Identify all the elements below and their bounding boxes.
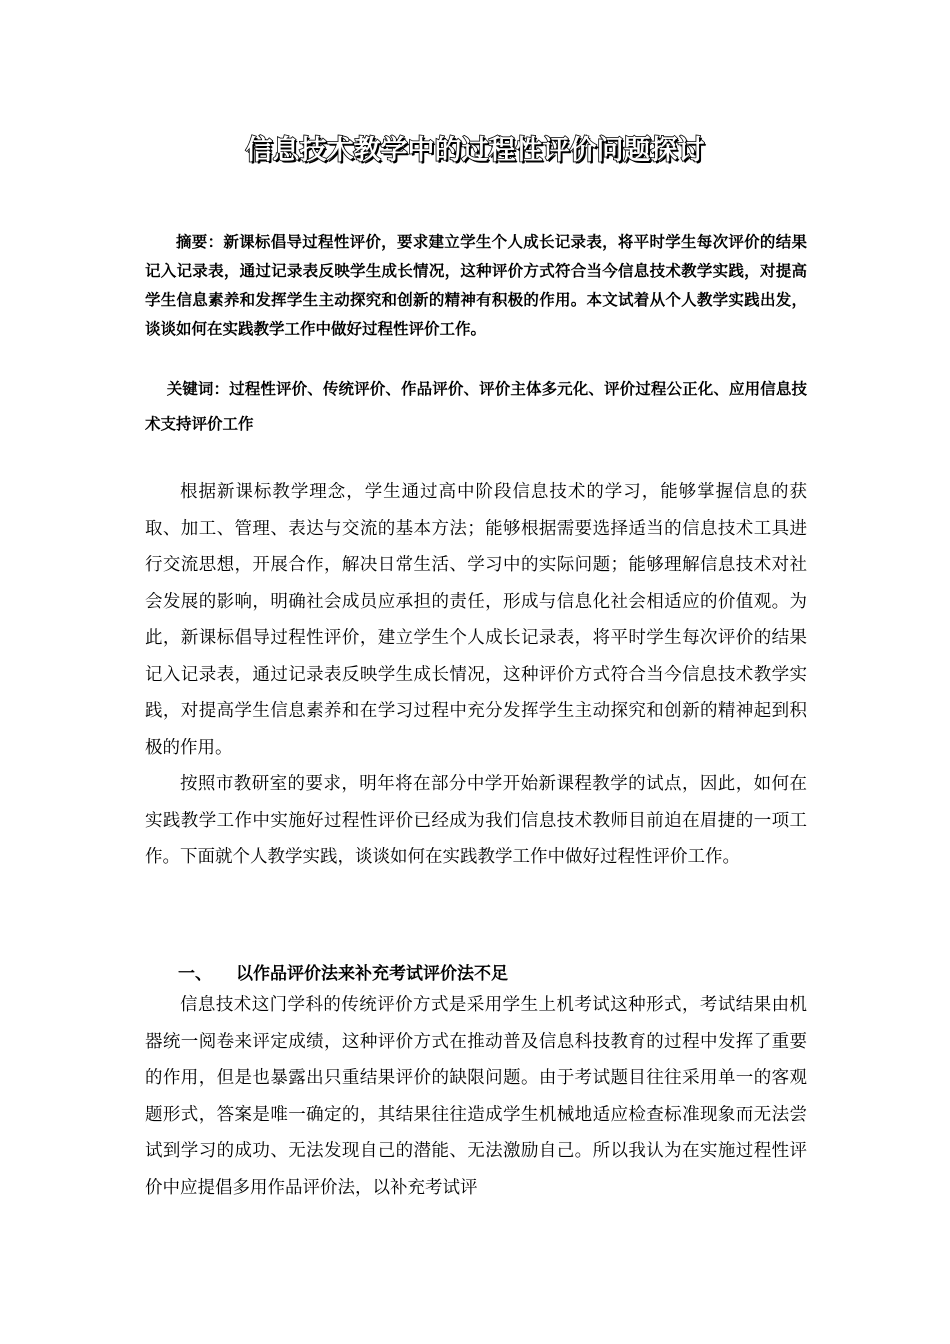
abstract: [145, 228, 807, 344]
paragraph-text: 信息技术这门学科的传统评价方式是采用学生上机考试这种形式，考试结果由机器统一阅卷来评定成绩，这种评价方式在推动普及信息科技教育的过程中发挥了重要的作用，但是也暴露出只重结果评价的缺限问题。由于考试题目往往采用单一的客观题形式，答案是唯一确定的，其结果往往造成学生机械地适应检查标准现象而无法尝试到学习的成功、无法发现自己的潜能、无法激励自己。所以我认为在实施过程性评价中应提倡多用作品评价法，以补充考试评: [145, 995, 807, 1198]
keywords-text: 关键词：过程性评价、传统评价、作品评价、评价主体多元化、评价过程公正化、应用信息技术支持评价工作: [145, 380, 807, 433]
section-title: 以作品评价法来补充考试评价法不足: [236, 964, 508, 984]
body-paragraph-1: [145, 474, 807, 766]
document-title: 信息技术教学中的过程性评价问题探讨: [245, 135, 705, 166]
abstract-text: 摘要：新课标倡导过程性评价，要求建立学生个人成长记录表，将平时学生每次评价的结果记入记录表，通过记录表反映学生成长情况，这种评价方式符合当今信息技术教学实践，对提高学生信息素养和发挥学生主动探究和创新的精神有积极的作用。本文试着从个人教学实践出发，谈谈如何在实践教学工作中做好过程性评价工作。: [145, 233, 807, 338]
keywords: [145, 372, 807, 442]
paragraph-text: 按照市教研室的要求，明年将在部分中学开始新课程教学的试点，因此，如何在实践教学工作中实施好过程性评价已经成为我们信息技术教师目前迫在眉捷的一项工作。下面就个人教学实践，谈谈如何在实践教学工作中做好过程性评价工作。: [145, 774, 807, 867]
section-paragraph: [145, 987, 807, 1206]
section-heading: [178, 959, 508, 989]
paragraph-text: 根据新课标教学理念，学生通过高中阶段信息技术的学习，能够掌握信息的获取、加工、管理、表达与交流的基本方法；能够根据需要选择适当的信息技术工具进行交流思想，开展合作，解决日常生活、学习中的实际问题；能够理解信息技术对社会发展的影响，明确社会成员应承担的责任，形成与信息化社会相适应的价值观。为此，新课标倡导过程性评价，建立学生个人成长记录表，将平时学生每次评价的结果记入记录表，通过记录表反映学生成长情况，这种评价方式符合当今信息技术教学实践，对提高学生信息素养和在学习过程中充分发挥学生主动探究和创新的精神起到积极的作用。: [145, 482, 807, 758]
body-paragraph-2: [145, 766, 807, 876]
section-number: 一、: [178, 964, 212, 984]
